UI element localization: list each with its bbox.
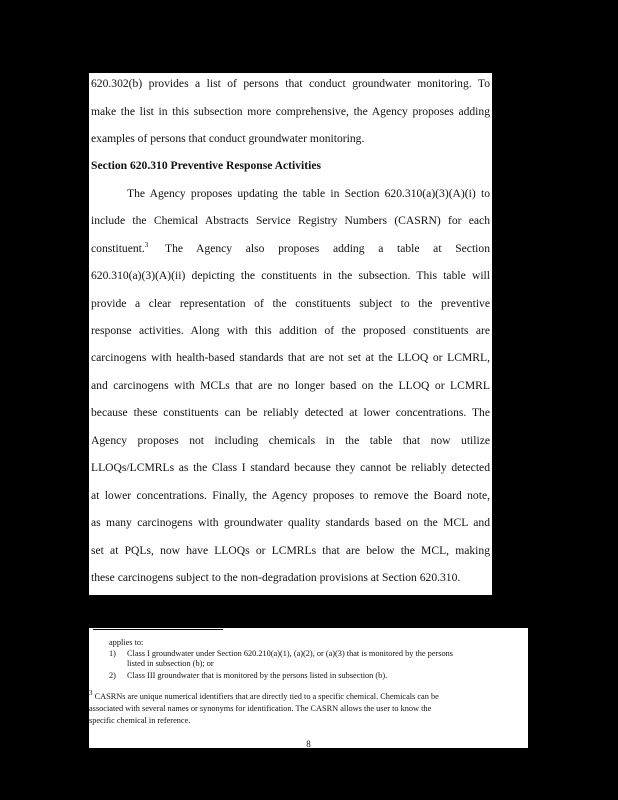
footnote-item-2-text: Class III groundwater that is monitored by the persons listed in subsection (b).: [127, 671, 388, 680]
body-line-13: and carcinogens with MCLs that are no longer based on the LLOQ or LCMRL: [91, 379, 490, 392]
footnote-item-1-text-cont: listed in subsection (b); or: [127, 659, 214, 668]
footnote-applies-to: applies to:: [109, 638, 144, 647]
body-line-6: include the Chemical Abstracts Service Registry Numbers (CASRN) for each: [91, 214, 490, 227]
footnote-item-1-text: Class I groundwater under Section 620.210(a)(1), (a)(2), or (a)(3) that is monitored by the persons: [127, 649, 454, 658]
body-line-7: [91, 242, 161, 256]
main-text-block: [89, 73, 492, 595]
body-line-19: set at PQLs, now have LLOQs or LCMRLs that are below the MCL, making: [91, 544, 490, 557]
footnote-item-1-num: 1): [109, 649, 116, 658]
body-line-14: because these constituents can be reliably detected at lower concentrations. The: [91, 406, 490, 419]
page-number: 8: [306, 739, 311, 749]
body-line-2: make the list in this subsection more comprehensive, the Agency proposes adding: [91, 105, 490, 118]
footnote-3-line-1-text: CASRNs are unique numerical identifiers that are directly tied to a specific chemical. Chemicals can be: [94, 692, 439, 701]
footnote-ref-3: 3: [144, 241, 149, 250]
body-line-5: The Agency proposes updating the table in Section 620.310(a)(3)(A)(i) to: [127, 187, 490, 200]
footnote-rule: [93, 629, 223, 630]
footnote-3-line-2: associated with several names or synonyms for identification. The CASRN allows the user to know the: [89, 704, 432, 713]
body-line-1: 620.302(b) provides a list of persons that conduct groundwater monitoring. To: [91, 77, 490, 90]
body-line-3: examples of persons that conduct groundwater monitoring.: [91, 132, 365, 145]
body-line-8: The Agency also proposes adding a table at Section: [165, 242, 490, 255]
footnote-block: [89, 628, 528, 748]
body-line-7-text: constituent.: [91, 242, 145, 255]
section-heading: Section 620.310 Preventive Response Activities: [91, 159, 322, 172]
body-line-15: Agency proposes not including chemicals in the table that now utilize: [91, 434, 490, 447]
body-line-17: at lower concentrations. Finally, the Agency proposes to remove the Board note,: [91, 489, 490, 502]
footnote-item-2-num: 2): [109, 671, 116, 680]
footnote-3-marker: 3: [89, 689, 93, 698]
body-line-9: 620.310(a)(3)(A)(ii) depicting the constituents in the subsection. This table will: [91, 269, 490, 282]
body-line-12: carcinogens with health-based standards that are not set at the LLOQ or LCMRL,: [91, 351, 490, 364]
footnote-3-line-3: specific chemical in reference.: [89, 716, 191, 725]
footnote-3-line-1: [89, 689, 439, 702]
body-line-11: response activities. Along with this addition of the proposed constituents are: [91, 324, 490, 337]
body-line-18: as many carcinogens with groundwater quality standards based on the MCL and: [91, 516, 490, 529]
body-line-16: LLOQs/LCMRLs as the Class I standard because they cannot be reliably detected: [91, 461, 490, 474]
body-line-20: these carcinogens subject to the non-degradation provisions at Section 620.310.: [91, 571, 461, 584]
body-line-10: provide a clear representation of the constituents subject to the preventive: [91, 297, 490, 310]
